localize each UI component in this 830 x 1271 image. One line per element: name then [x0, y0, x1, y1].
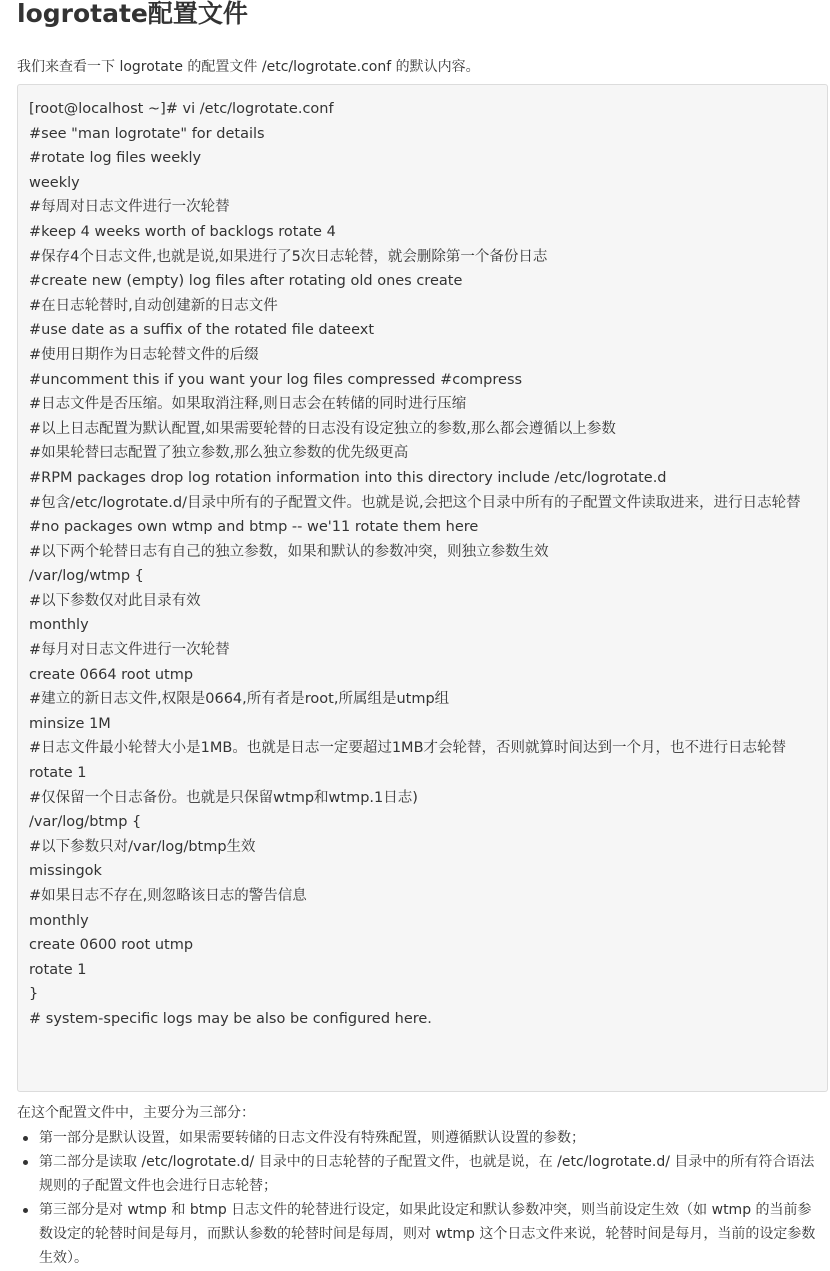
code-line: #如果轮替曰志配置了独立参数,那么独立参数的优先级更高 — [29, 445, 409, 462]
code-line: create 0664 root utmp — [29, 666, 194, 683]
code-line: #每月对日志文件进行一次轮替 — [29, 642, 230, 659]
code-line: #建立的新日志文件,权限是0664,所有者是root,所属组是utmp组 — [29, 691, 450, 708]
code-line: #包含/etc/logrotate.d/目录中所有的子配置文件。也就是说,会把这个目录中所有的子配置文件读取进来，进行日志轮替 — [29, 494, 801, 511]
bullet-dot-icon — [23, 1136, 28, 1141]
code-line: #以上日志配置为默认配置,如果需要轮替的日志没有设定独立的参数,那么都会遵循以上参数 — [29, 420, 616, 437]
list-item — [17, 1198, 820, 1270]
code-line: minsize 1M — [29, 715, 111, 732]
code-line: #在日志轮替时,自动创建新的日志文件 — [29, 297, 278, 314]
code-line: #use date as a suffix of the rotated file dateext — [29, 322, 375, 339]
code-line: #no packages own wtmp and btmp -- we'11 rotate them here — [29, 519, 479, 536]
page-title: logrotate配置文件 — [17, 0, 248, 28]
code-block — [17, 84, 828, 1092]
code-line: #使用日期作为日志轮替文件的后缀 — [29, 346, 259, 363]
code-line: rotate 1 — [29, 765, 87, 782]
intro-paragraph: 我们来查看一下 logrotate 的配置文件 /etc/logrotate.conf 的默认内容。 — [17, 59, 480, 75]
code-line: #日志文件是否压缩。如果取消注释,则日志会在转储的同时进行压缩 — [29, 396, 467, 413]
code-line: missingok — [29, 863, 102, 880]
code-line: #create new (empty) log files after rotating old ones create — [29, 273, 463, 290]
list-item — [17, 1150, 820, 1198]
code-line: #uncomment this if you want your log files compressed #compress — [29, 371, 523, 388]
code-line: #仅保留一个日志备份。也就是只保留wtmp和wtmp.1日志) — [29, 789, 418, 806]
list-item-text: 第三部分是对 wtmp 和 btmp 日志文件的轮替进行设定，如果此设定和默认参数冲突，则当前设定生效（如 wtmp 的当前参数设定的轮替时间是每月，而默认参数的轮替时间是每周，则对 wtmp 这个日志文件来说，轮替时间是每月，当前的设定参数生效）。 — [39, 1202, 816, 1266]
code-line: monthly — [29, 617, 89, 634]
code-line: #保存4个日志文件,也就是说,如果进行了5次日志轮替，就会删除第一个备份日志 — [29, 248, 548, 265]
code-line: #以下参数仅对此目录有效 — [29, 592, 201, 609]
list-item-text: 第二部分是读取 /etc/logrotate.d/ 目录中的日志轮替的子配置文件，也就是说，在 /etc/logrotate.d/ 目录中的所有符合语法规则的子配置文件也会进行日志轮替； — [39, 1154, 815, 1194]
code-line: /var/log/btmp { — [29, 814, 142, 831]
code-line: #日志文件最小轮替大小是1MB。也就是日志一定要超过1MB才会轮替，否则就算时间达到一个月，也不进行日志轮替 — [29, 740, 787, 757]
code-line: #see "man logrotate" for details — [29, 125, 265, 142]
code-line: rotate 1 — [29, 961, 87, 978]
code-line: monthly — [29, 912, 89, 929]
bullet-dot-icon — [23, 1160, 28, 1165]
bullet-dot-icon — [23, 1208, 28, 1213]
code-line: #rotate log files weekly — [29, 150, 202, 167]
summary-list — [17, 1126, 820, 1270]
code-line: create 0600 root utmp — [29, 937, 194, 954]
code-line: #如果日志不存在,则忽略该日志的警告信息 — [29, 888, 307, 904]
code-line: #每周对日志文件进行一次轮替 — [29, 199, 230, 216]
code-line: weekly — [29, 174, 80, 191]
code-line: #keep 4 weeks worth of backlogs rotate 4 — [29, 223, 336, 240]
code-line: #RPM packages drop log rotation information into this directory include /etc/logrotate.d — [29, 469, 667, 486]
list-item — [17, 1126, 820, 1150]
code-line: #以下两个轮替日志有自己的独立参数，如果和默认的参数冲突，则独立参数生效 — [29, 543, 549, 560]
code-line: #以下参数只对/var/log/btmp生效 — [29, 838, 256, 855]
code-line: # system-specific logs may be also be configured here. — [29, 1010, 432, 1027]
code-line: [root@localhost ~]# vi /etc/logrotate.conf — [29, 101, 334, 117]
summary-paragraph: 在这个配置文件中，主要分为三部分： — [17, 1105, 255, 1121]
code-line: /var/log/wtmp { — [29, 568, 144, 585]
code-line: } — [29, 986, 39, 1003]
list-item-text: 第一部分是默认设置，如果需要转储的日志文件没有特殊配置，则遵循默认设置的参数； — [39, 1130, 585, 1146]
